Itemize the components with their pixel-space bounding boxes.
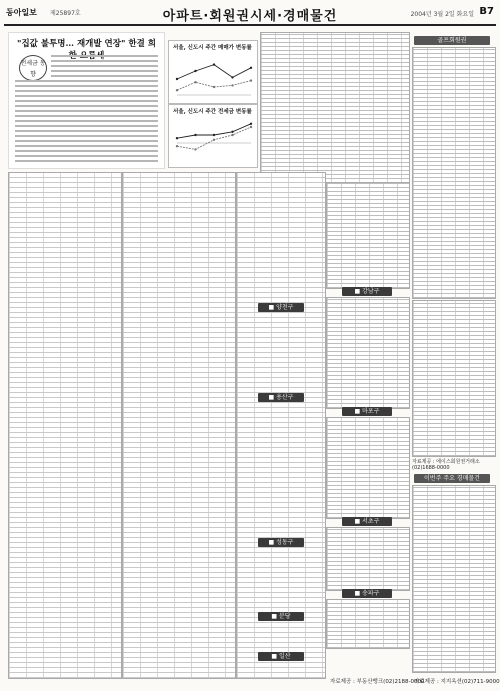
section-header: ■ 분당: [258, 612, 304, 621]
series-line: [177, 81, 251, 91]
data-point: [194, 70, 196, 72]
article-badge: 전세금 동향: [19, 55, 47, 81]
price-table-col2: [122, 172, 236, 679]
text-line: [51, 55, 158, 57]
section-header: ■ 서초구: [342, 517, 392, 526]
data-point: [194, 148, 196, 150]
data-point: [194, 134, 196, 136]
text-line: [51, 75, 158, 77]
data-point: [213, 134, 215, 136]
text-line: [15, 160, 158, 162]
data-point: [176, 89, 178, 91]
section-header: ■ 강남구: [342, 287, 392, 296]
text-line: [15, 80, 158, 82]
text-line: [15, 140, 158, 142]
data-point: [250, 123, 252, 125]
text-line: [15, 95, 158, 97]
data-point: [176, 78, 178, 80]
data-point: [176, 137, 178, 139]
data-point: [231, 76, 233, 78]
text-line: [15, 115, 158, 117]
data-point: [176, 145, 178, 147]
price-table-col3: [236, 172, 326, 679]
section-header: ■ 일산: [258, 652, 304, 661]
text-line: [51, 70, 158, 72]
price-table-top: [260, 32, 410, 184]
lead-article: [8, 32, 165, 169]
text-line: [15, 125, 158, 127]
text-line: [15, 105, 158, 107]
auction-table: [412, 485, 496, 673]
data-point: [231, 134, 233, 136]
text-line: [15, 150, 158, 152]
text-line: [15, 135, 158, 137]
text-line: [15, 110, 158, 112]
price-table-col4b: [326, 297, 410, 409]
issue-number: 제25897호: [50, 10, 81, 17]
price-table-col4e: [326, 599, 410, 649]
data-point: [250, 126, 252, 128]
golf-membership-table: [412, 47, 496, 299]
text-line: [15, 120, 158, 122]
data-point: [250, 79, 252, 81]
price-table-col4c: [326, 417, 410, 519]
text-line: [51, 65, 158, 67]
chart-title: 서울, 신도시 주간 전세금 변동률: [173, 109, 252, 115]
data-point: [250, 67, 252, 69]
text-line: [15, 85, 158, 87]
text-line: [15, 155, 158, 157]
section-header: ■ 성동구: [258, 538, 304, 547]
source-credit: 자료제공 : 부동산뱅크(02)2188-0000: [330, 679, 425, 685]
data-point: [213, 139, 215, 141]
section-header: ■ 마포구: [342, 407, 392, 416]
golf-membership-table-2: [412, 300, 496, 457]
text-line: [15, 90, 158, 92]
sales-price-chart: [168, 40, 258, 104]
text-line: [51, 60, 158, 62]
article-headline: "집값 불투명… 재개발 연장" 한결 희: [17, 39, 156, 49]
golf-membership-header: 골프회원권: [414, 36, 490, 45]
section-header: ■ 용산구: [258, 393, 304, 402]
data-point: [231, 84, 233, 86]
masthead: [4, 4, 496, 26]
text-line: [15, 145, 158, 147]
newspaper-name: 동아일보: [6, 8, 37, 17]
jeonse-price-chart: [168, 104, 258, 168]
data-point: [231, 131, 233, 133]
section-header: ■ 송파구: [342, 589, 392, 598]
section-title: 아파트·회원권시세·경매물건: [162, 9, 338, 24]
series-line: [177, 127, 251, 149]
chart-title: 서울, 신도시 주간 매매가 변동률: [173, 45, 252, 51]
page-number: B7: [479, 6, 494, 17]
auction-header: 이번주 주요 경매물건: [414, 474, 490, 483]
price-table-col4d: [326, 527, 410, 591]
data-point: [213, 63, 215, 65]
source-credit: 자료제공 : 에이스회원권거래소(02)1688-0000: [412, 459, 480, 471]
data-point: [194, 81, 196, 83]
data-point: [213, 86, 215, 88]
section-header: ■ 양천구: [258, 303, 304, 312]
text-line: [15, 100, 158, 102]
price-table-col1: [8, 172, 122, 679]
issue-date: 2004년 3월 2일 화요일: [410, 11, 474, 18]
series-line: [177, 65, 251, 79]
price-table-col4a: [326, 182, 410, 289]
text-line: [15, 130, 158, 132]
source-credit: 자료제공 : 지지옥션(02)711-9000: [414, 679, 500, 685]
